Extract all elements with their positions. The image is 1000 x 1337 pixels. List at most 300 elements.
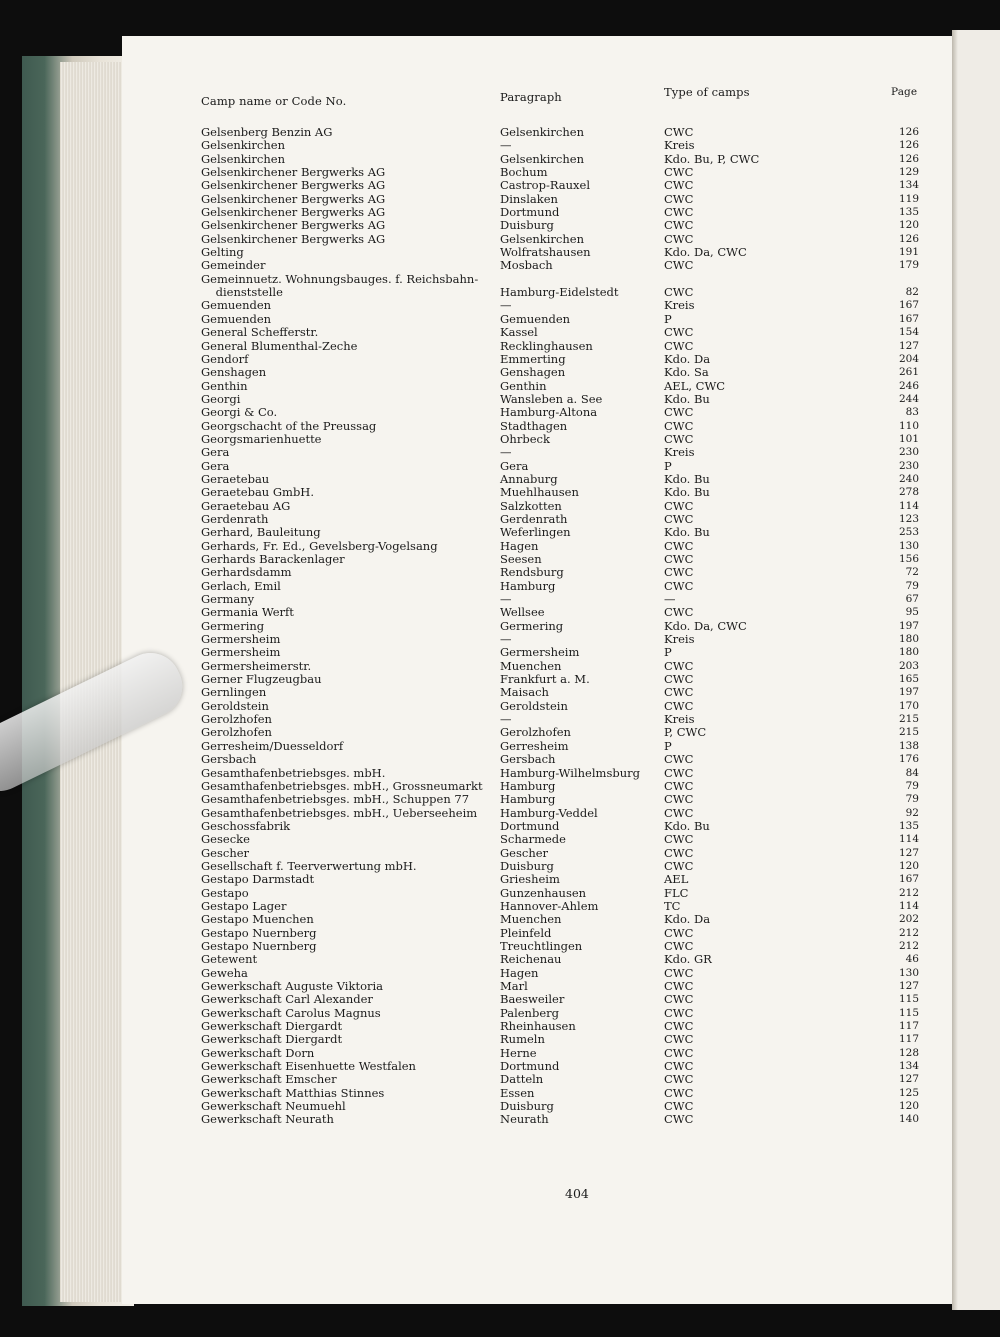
camp-name-cell: Geraetebau GmbH. [201,485,314,500]
page-ref-cell: 230 [898,459,919,472]
camp-type-cell: CWC [664,858,694,873]
camp-name-cell: Germersheim [201,632,281,647]
camp-name-cell: General Blumenthal-Zeche [201,338,358,353]
page-number: 404 [565,1186,589,1201]
camp-name-cell: Gelsenkirchener Bergwerks AG [201,218,386,233]
camp-name-cell: Gewerkschaft Emscher [201,1072,337,1087]
camp-type-cell: CWC [664,418,694,433]
page-ref-cell: 117 [898,1020,919,1033]
camp-type-cell: CWC [664,925,694,940]
camp-name-cell: Gestapo Nuernberg [201,925,317,940]
table-row [0,153,1000,166]
paragraph-cell: — [500,445,512,460]
camp-type-cell: CWC [664,231,694,246]
page-ref-cell: 212 [898,926,919,939]
paragraph-cell: Hamburg-Wilhelmsburg [500,765,640,780]
paragraph-cell: Gerresheim [500,738,569,753]
table-row [0,993,1000,1006]
camp-name-cell: Genthin [201,378,248,393]
camp-name-cell: Gewerkschaft Eisenhuette Westfalen [201,1059,416,1074]
table-row [0,1100,1000,1113]
table-row [0,833,1000,846]
table-row [0,887,1000,900]
paragraph-cell: Emmerting [500,351,566,366]
camp-type-cell: Kdo. Bu [664,471,710,486]
camp-type-cell: CWC [664,338,694,353]
paragraph-cell: Herne [500,1045,537,1060]
page-ref-cell: 120 [898,219,919,232]
table-row [0,726,1000,739]
table-row [0,1073,1000,1086]
camp-type-cell: CWC [664,605,694,620]
table-row [0,780,1000,793]
camp-type-cell: AEL [664,872,689,887]
camp-name-cell: Gewerkschaft Dorn [201,1045,315,1060]
table-row [0,580,1000,593]
paragraph-cell: Salzkotten [500,498,562,513]
paragraph-cell: Mosbach [500,258,553,273]
paragraph-cell: Neurath [500,1112,549,1127]
camp-type-cell: CWC [664,792,694,807]
paragraph-cell: Geroldstein [500,698,568,713]
camp-name-cell: Gera [201,445,230,460]
camp-type-cell: CWC [664,511,694,526]
table-row [0,526,1000,539]
paragraph-cell: Dinslaken [500,191,558,206]
camp-name-cell: Gerdenrath [201,511,269,526]
page-ref-cell: 110 [898,419,919,432]
camp-name-cell: General Schefferstr. [201,325,319,340]
camp-name-cell: Gewerkschaft Neurath [201,1112,334,1127]
page-ref-cell: 261 [898,366,919,379]
page-ref-cell: 244 [898,392,919,405]
camp-type-cell: CWC [664,191,694,206]
camp-type-cell: CWC [664,218,694,233]
camp-type-cell: Kreis [664,445,695,460]
camp-type-cell: CWC [664,178,694,193]
paragraph-cell: Hamburg [500,792,556,807]
table-row [0,393,1000,406]
table-row [0,620,1000,633]
camp-name-cell: Germersheim [201,645,281,660]
camp-type-cell: CWC [664,431,694,446]
camp-name-cell: Georgi [201,391,241,406]
paragraph-cell: Gersbach [500,752,556,767]
paragraph-cell: Marl [500,979,528,993]
header-paragraph: Paragraph [500,90,562,104]
table-row [0,927,1000,940]
page-ref-cell: 82 [905,286,919,299]
camp-name-cell: Gemuenden [201,311,272,326]
paragraph-cell: Pleinfeld [500,925,552,940]
paragraph-cell: Annaburg [500,471,558,486]
page-ref-cell: 67 [905,593,919,606]
page-ref-cell: 72 [905,566,919,579]
paragraph-cell: Wansleben a. See [500,391,603,406]
camp-name-cell: Geraetebau AG [201,498,291,513]
table-row [0,139,1000,152]
table-row [0,206,1000,219]
camp-name-cell: Gendorf [201,351,249,366]
table-row [0,313,1000,326]
page-ref-cell: 140 [898,1113,919,1126]
camp-type-cell: CWC [664,1045,694,1060]
table-row [0,1113,1000,1126]
camp-type-cell: Kdo. GR [664,952,712,967]
page-ref-cell: 79 [905,793,919,806]
paragraph-cell: Kassel [500,325,538,340]
camp-type-cell: Kreis [664,298,695,313]
table-row [0,219,1000,232]
camp-name-cell: Gescher [201,845,250,860]
table-row [0,1047,1000,1060]
paragraph-cell: Ohrbeck [500,431,550,446]
camp-name-cell: Gelsenkirchener Bergwerks AG [201,231,386,246]
paragraph-cell: Dortmund [500,818,560,833]
table-row [0,633,1000,646]
table-row [0,940,1000,953]
paragraph-cell: Hamburg [500,778,556,793]
table-row [0,980,1000,993]
table-row [0,566,1000,579]
camp-name-cell: Germering [201,618,265,633]
camp-type-cell: CWC [664,805,694,820]
camp-type-cell: CWC [664,1005,694,1020]
table-row [0,873,1000,886]
paragraph-cell: Hannover-Ahlem [500,898,599,913]
page-ref-cell: 126 [898,139,919,152]
table-row [0,286,1000,299]
table-row [0,847,1000,860]
table-row [0,326,1000,339]
page-ref-cell: 215 [898,726,919,739]
camp-type-cell: CWC [664,165,694,180]
camp-name-cell: Gemeinder [201,258,266,273]
camp-type-cell: CWC [664,1099,694,1114]
camp-name-cell: Gelting [201,245,244,260]
camp-type-cell: Kdo. Bu [664,818,710,833]
camp-name-cell: Gerhards, Fr. Ed., Gevelsberg-Vogelsang [201,538,438,553]
camp-name-cell: Gelsenberg Benzin AG [201,125,333,139]
paragraph-cell: Gera [500,458,529,473]
paragraph-cell: Gelsenkirchen [500,151,584,166]
page-ref-cell: 170 [898,699,919,712]
paragraph-cell: Genshagen [500,365,566,380]
paragraph-cell: Maisach [500,685,549,700]
camp-name-cell: Gemuenden [201,298,272,313]
page-ref-cell: 126 [898,232,919,245]
page-ref-cell: 127 [898,1073,919,1086]
camp-type-cell: Kdo. Bu, P, CWC [664,151,760,166]
camp-type-cell: Kdo. Da, CWC [664,245,747,260]
table-row [0,953,1000,966]
paragraph-cell: — [500,592,512,607]
table-row [0,166,1000,179]
camp-type-cell: CWC [664,1085,694,1100]
table-row [0,740,1000,753]
page-ref-cell: 126 [898,126,919,138]
table-row [0,820,1000,833]
table-row [0,179,1000,192]
page-ref-cell: 204 [898,352,919,365]
camp-name-cell: Gestapo Nuernberg [201,938,317,953]
table-row [0,433,1000,446]
camp-type-cell: CWC [664,258,694,273]
page-ref-cell: 46 [905,953,919,966]
paragraph-cell: Castrop-Rauxel [500,178,591,193]
page-ref-cell: 197 [898,619,919,632]
table-row [0,1060,1000,1073]
page-ref-cell: 115 [898,1006,919,1019]
table-row [0,767,1000,780]
paragraph-cell: Muenchen [500,658,562,673]
camp-type-cell: P [664,645,672,660]
paragraph-cell: Recklinghausen [500,338,593,353]
paragraph-cell: Duisburg [500,1099,554,1114]
page-ref-cell: 167 [898,299,919,312]
camp-type-cell: CWC [664,832,694,847]
page-ref-cell: 127 [898,339,919,352]
camp-name-cell: Gelsenkirchener Bergwerks AG [201,178,386,193]
table-row [0,353,1000,366]
page-ref-cell: 167 [898,312,919,325]
camp-name-cell: Geraetebau [201,471,270,486]
table-row [0,606,1000,619]
paragraph-cell: Gelsenkirchen [500,125,584,139]
page-ref-cell: 101 [898,432,919,445]
paragraph-cell: Scharmede [500,832,566,847]
camp-type-cell: CWC [664,405,694,420]
camp-name-cell: Gesamthafenbetriebsges. mbH., Schuppen 77 [201,792,470,807]
paragraph-cell: Treuchtlingen [500,938,583,953]
table-row [0,126,1000,139]
camp-name-cell: Gewerkschaft Matthias Stinnes [201,1085,385,1100]
camp-type-cell: Kreis [664,632,695,647]
page-ref-cell: 134 [898,179,919,192]
page-ref-cell: 114 [898,833,919,846]
page-ref-cell: 129 [898,166,919,179]
camp-type-cell: CWC [664,205,694,220]
camp-name-cell: Geroldstein [201,698,269,713]
table-row [0,1033,1000,1046]
camp-type-cell: CWC [664,538,694,553]
camp-name-cell: Gesamthafenbetriebsges. mbH., Grossneumarkt [201,778,483,793]
camp-name-cell: Gelsenkirchener Bergwerks AG [201,191,386,206]
table-row [0,513,1000,526]
paragraph-cell: Muenchen [500,912,562,927]
page-ref-cell: 253 [898,526,919,539]
camp-type-cell: CWC [664,979,694,993]
table-row [0,1087,1000,1100]
paragraph-cell: Datteln [500,1072,544,1087]
camp-name-cell: Gerhards Barackenlager [201,552,345,566]
camp-type-cell: CWC [664,1112,694,1127]
page-ref-cell: 117 [898,1033,919,1046]
paragraph-cell: Germering [500,618,564,633]
page-ref-cell: 128 [898,1046,919,1059]
page-ref-cell: 179 [898,259,919,272]
camp-type-cell: CWC [664,765,694,780]
paragraph-cell: Duisburg [500,858,554,873]
page-ref-cell: 115 [898,993,919,1006]
camp-type-cell: CWC [664,685,694,700]
paragraph-cell: Hamburg-Altona [500,405,598,420]
camp-name-cell: Gewerkschaft Neumuehl [201,1099,346,1114]
camp-type-cell: Kdo. Bu [664,485,710,500]
camp-name-cell: Gewerkschaft Diergardt [201,1019,343,1034]
page-ref-cell: 240 [898,472,919,485]
table-row [0,553,1000,566]
table-row [0,500,1000,513]
paragraph-cell: Hamburg-Veddel [500,805,598,820]
table-row [0,860,1000,873]
paragraph-cell: Hagen [500,965,539,980]
camp-name-cell: Gerhard, Bauleitung [201,525,321,540]
page-ref-cell: 127 [898,846,919,859]
page-ref-cell: 120 [898,1100,919,1113]
table-row [0,446,1000,459]
page-ref-cell: 203 [898,659,919,672]
table-row [0,486,1000,499]
camp-name-cell: Gestapo Lager [201,898,287,913]
camp-name-cell: Gerner Flugzeugbau [201,672,322,687]
camp-name-cell: Gewerkschaft Diergardt [201,1032,343,1047]
paragraph-cell: Hagen [500,538,539,553]
camp-type-cell: Kdo. Sa [664,365,709,380]
table-row [0,1007,1000,1020]
paragraph-cell: Palenberg [500,1005,559,1020]
table-row [0,420,1000,433]
camp-type-cell: TC [664,898,681,913]
paragraph-cell: Stadthagen [500,418,568,433]
camp-name-cell: Gesecke [201,832,250,847]
camp-name-cell: Germania Werft [201,605,294,620]
table-row [0,246,1000,259]
camp-type-cell: CWC [664,778,694,793]
camp-name-cell: Gelsenkirchener Bergwerks AG [201,205,386,220]
camp-type-cell: P, CWC [664,725,707,740]
camp-type-cell: P [664,738,672,753]
page-ref-cell: 165 [898,673,919,686]
camp-type-cell: AEL, CWC [664,378,726,393]
paragraph-cell: Rumeln [500,1032,545,1047]
paragraph-cell: Baesweiler [500,992,565,1007]
paragraph-cell: Hamburg-Eidelstedt [500,285,619,300]
camp-type-cell: CWC [664,552,694,566]
camp-type-cell: P [664,311,672,326]
page-ref-cell: 135 [898,206,919,219]
page-ref-cell: 167 [898,873,919,886]
page-ref-cell: 202 [898,913,919,926]
camp-name-cell: Gesamthafenbetriebsges. mbH., Ueberseeheim [201,805,478,820]
page-ref-cell: 197 [898,686,919,699]
page-ref-cell: 92 [905,806,919,819]
camp-type-cell: CWC [664,698,694,713]
table-row [0,273,1000,286]
camp-name-cell: Gesellschaft f. Teerverwertung mbH. [201,858,417,873]
page-ref-cell: 114 [898,899,919,912]
page-ref-cell: 191 [898,246,919,259]
paragraph-cell: Genthin [500,378,547,393]
camp-name-cell: Gemeinnuetz. Wohnungsbauges. f. Reichsbahn- [201,271,479,286]
camp-name-cell: Genshagen [201,365,267,380]
camp-name-cell: Gernlingen [201,685,267,700]
paragraph-cell: Gerolzhofen [500,725,571,740]
paragraph-cell: Gunzenhausen [500,885,587,900]
camp-type-cell: CWC [664,658,694,673]
camp-name-cell: Gestapo [201,885,249,900]
camp-name-cell: Germersheimerstr. [201,658,312,673]
page-ref-cell: 154 [898,326,919,339]
page-ref-cell: 127 [898,980,919,992]
camp-type-cell: CWC [664,285,694,300]
page-ref-cell: 138 [898,739,919,752]
camp-name-cell: Gerresheim/Duesseldorf [201,738,344,753]
paragraph-cell: Weferlingen [500,525,571,540]
table-row [0,259,1000,272]
paragraph-cell: Gerdenrath [500,511,568,526]
page-ref-cell: 83 [905,406,919,419]
table-row [0,366,1000,379]
table-row [0,807,1000,820]
camp-type-cell: Kdo. Bu [664,525,710,540]
camp-name-cell: Georgsmarienhuette [201,431,322,446]
page-ref-cell: 156 [898,553,919,565]
page-ref-cell: 278 [898,486,919,499]
camp-type-cell: CWC [664,672,694,687]
camp-name-cell: Gelsenkirchen [201,151,285,166]
paragraph-cell: Dortmund [500,1059,560,1074]
page-ref-cell: 95 [905,606,919,619]
paragraph-cell: Dortmund [500,205,560,220]
camp-name-cell: Gera [201,458,230,473]
table-row [0,793,1000,806]
camp-type-cell: Kdo. Bu [664,391,710,406]
camp-name-cell: Gestapo Muenchen [201,912,314,927]
table-row [0,340,1000,353]
camp-type-cell: — [664,592,676,607]
paragraph-cell: Wolfratshausen [500,245,591,260]
table-row [0,1020,1000,1033]
table-row [0,540,1000,553]
paragraph-cell: Muehlhausen [500,485,579,500]
camp-type-cell: CWC [664,565,694,580]
table-row [0,753,1000,766]
camp-type-cell: Kdo. Da, CWC [664,618,747,633]
camp-name-cell: Gewerkschaft Carolus Magnus [201,1005,381,1020]
table-row [0,380,1000,393]
camp-name-cell: Gewerkschaft Auguste Viktoria [201,979,384,993]
camp-name-cell: Gersbach [201,752,257,767]
camp-type-cell: CWC [664,1032,694,1047]
camp-name-cell: dienststelle [201,285,283,300]
page-ref-cell: 135 [898,819,919,832]
table-row [0,299,1000,312]
page-ref-cell: 212 [898,939,919,952]
camp-type-cell: CWC [664,965,694,980]
paragraph-cell: Rheinhausen [500,1019,576,1034]
page-ref-cell: 114 [898,499,919,512]
page-ref-cell: 126 [898,152,919,165]
page-ref-cell: 79 [905,779,919,792]
page-ref-cell: 180 [898,633,919,646]
camp-name-cell: Gewerkschaft Carl Alexander [201,992,373,1007]
table-row [0,593,1000,606]
table-row [0,193,1000,206]
paragraph-cell: — [500,712,512,727]
camp-type-cell: CWC [664,125,694,139]
camp-type-cell: CWC [664,938,694,953]
